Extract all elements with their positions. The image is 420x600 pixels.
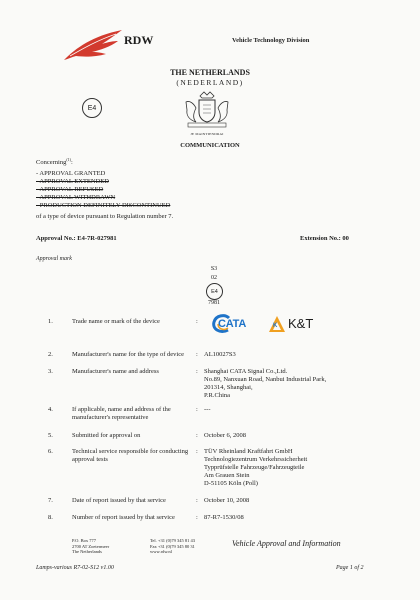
footer-contact: Tel. +31 (0)79 345 81 43 Fax +31 (0)79 345 80 31 www.rdw.nl (150, 538, 195, 554)
cata-text: CATA (218, 318, 247, 330)
mark-line-1: S3 (210, 266, 218, 272)
mark-e4-circle: E4 (206, 283, 223, 300)
document-code: Lamps-various R7-02-S12 v1.00 (36, 565, 114, 571)
org-name: RDW (124, 33, 154, 47)
division-name: Vehicle Technology Division (232, 37, 310, 44)
regulation-text: of a type of device pursuant to Regulation number 7. (36, 213, 174, 220)
footer-tagline: Vehicle Approval and Information (232, 539, 341, 548)
approval-mark-label: Approval mark (36, 256, 72, 262)
kt-logo (268, 314, 328, 336)
approval-number: Approval No.: E4-7R-027981 (36, 235, 117, 242)
option-production-discontinued: - PRODUCTION DEFINITELY DISCONTINUED (36, 202, 171, 209)
option-approval-extended: - APPROVAL EXTENDED (36, 178, 109, 185)
concerning-options (36, 170, 170, 210)
country-title: THE NETHERLANDS (170, 68, 250, 77)
certificate-page: RDW Vehicle Technology Division THE NETHERLANDS (NEDERLAND) E4 JE MAINTIENDRAI COMMUNICATION Concerning$^{(1)}$: - APPROVAL GRANTED - APPROVAL EXTENDED - APPROVAL REFUSED - APPROVAL WITHDRAWN - PRODUCTION DEFINITELY DISCONTINUED of a type of device pursuant to Regulation number 7. Approval No.: E4-7R-027981 Extension No.: 00 Approval mark S3 02 E4 7981 1. Trade name or mark of the device : CATA K K&T 2. Manufacturer's name for the type of device : AL10027S3 3. Manufacturer's name and address : Shanghai CATA Signal Co.,Ltd. No.89, Nanxuan Road, Nanbui Industrial Park, 201314, Shanghai, P.R.China 4. If applicable, name and address of the manufacturer's representative : --- 5. Submitted for approval on : October 6, 2008 6. Technical service responsible for conducting approval tests : TÜV Rheinland Kraftfahrt GmbH Technologiezentrum Verkehrssicherheit Typprüfstelle Fahrzeuge/Fahrzeugteile Am Grauen Stein D-51105 Köln (Poll) 7. Date of report issued by that service : October 10, 2008 8. Number of report issued by that service : 87-R7-1530/08 P.O. Box 777 2700 AT Zoetermeer The Netherlands Tel. +31 (0)79 345 81 43 Fax +31 (0)79 345 80 31 www.rdw.nl Vehicle Approval and Information Lamps-various R7-02-S12 v1.00 Page 1 of 2 (0, 0, 420, 600)
page-indicator: Page 1 of 2 (336, 565, 364, 571)
mark-line-3: 7981 (208, 300, 220, 306)
footer-address: P.O. Box 777 2700 AT Zoetermeer The Netherlands (72, 538, 110, 554)
crest-motto: JE MAINTIENDRAI (190, 132, 224, 136)
option-approval-withdrawn: - APPROVAL WITHDRAWN (36, 194, 116, 201)
concerning-label: Concerning$^{(1)}$: (36, 157, 73, 167)
option-approval-granted: - APPROVAL GRANTED (36, 170, 106, 177)
cata-logo (212, 314, 264, 334)
extension-number: Extension No.: 00 (300, 235, 349, 242)
coat-of-arms-icon (178, 90, 236, 132)
mark-line-2: 02 (211, 275, 217, 281)
country-local: (NEDERLAND) (176, 78, 244, 87)
e4-mark: E4 (82, 98, 102, 118)
option-approval-refused: - APPROVAL REFUSED (36, 186, 104, 193)
rdw-feather-logo (62, 26, 126, 62)
document-type: COMMUNICATION (180, 142, 240, 149)
kt-letter: K (273, 323, 278, 329)
kt-text: K&T (288, 316, 314, 331)
